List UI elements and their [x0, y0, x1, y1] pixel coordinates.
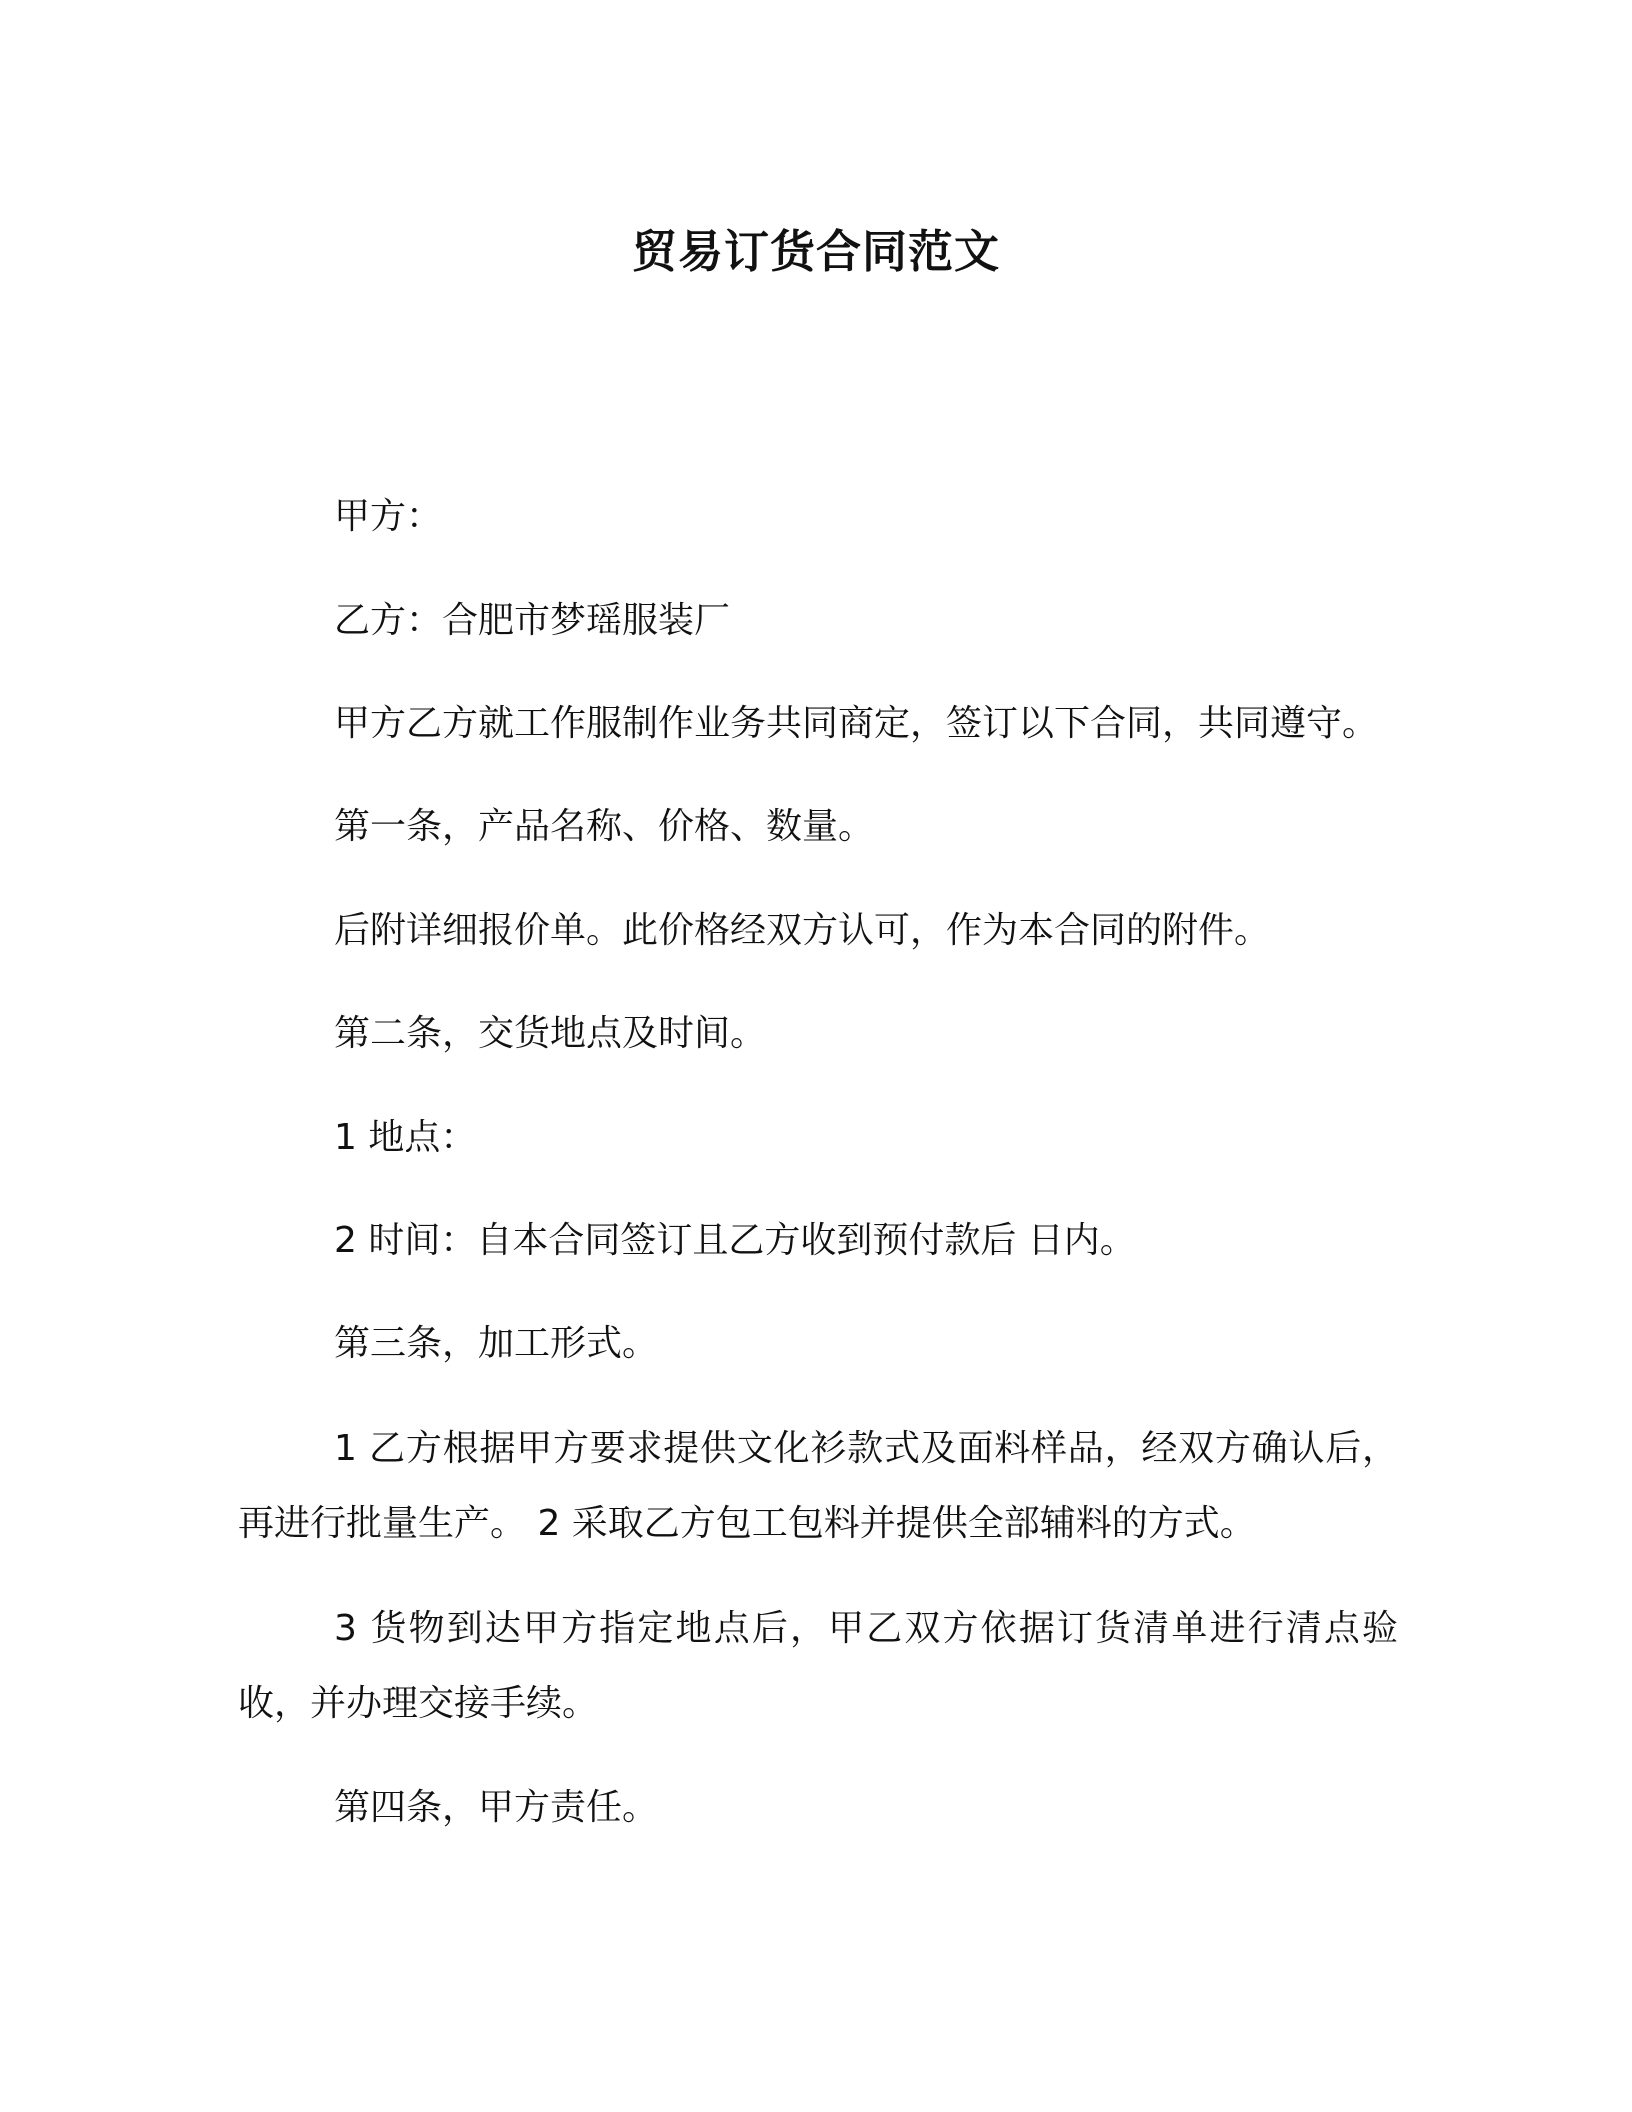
article-2-item-1: 1 地点：	[334, 1117, 477, 1158]
party-a-line: 甲方：	[334, 496, 443, 537]
article-3-items-1-2: 1 乙方根据甲方要求提供文化衫款式及面料样品，经双方确认后，再进行批量生产。 2 采取乙方包工包料并提供全部辅料的方式。	[238, 1428, 1398, 1544]
agreement-intro: 甲方乙方就工作服制作业务共同商定，签订以下合同，共同遵守。	[334, 703, 1379, 744]
article-1-heading: 第一条，产品名称、价格、数量。	[334, 806, 875, 847]
article-2-heading: 第二条，交货地点及时间。	[334, 1013, 767, 1054]
article-3-item-3: 3 货物到达甲方指定地点后，甲乙双方依据订货清单进行清点验收，并办理交接手续。	[238, 1608, 1398, 1724]
article-1-text: 后附详细报价单。此价格经双方认可，作为本合同的附件。	[334, 910, 1271, 951]
article-2-item-2: 2 时间：自本合同签订且乙方收到预付款后 日内。	[334, 1220, 1136, 1261]
article-3-heading: 第三条，加工形式。	[334, 1323, 659, 1364]
party-b-line: 乙方：合肥市梦瑶服装厂	[334, 600, 731, 641]
article-4-heading: 第四条，甲方责任。	[334, 1787, 659, 1828]
document-title: 贸易订货合同范文	[631, 225, 1000, 278]
